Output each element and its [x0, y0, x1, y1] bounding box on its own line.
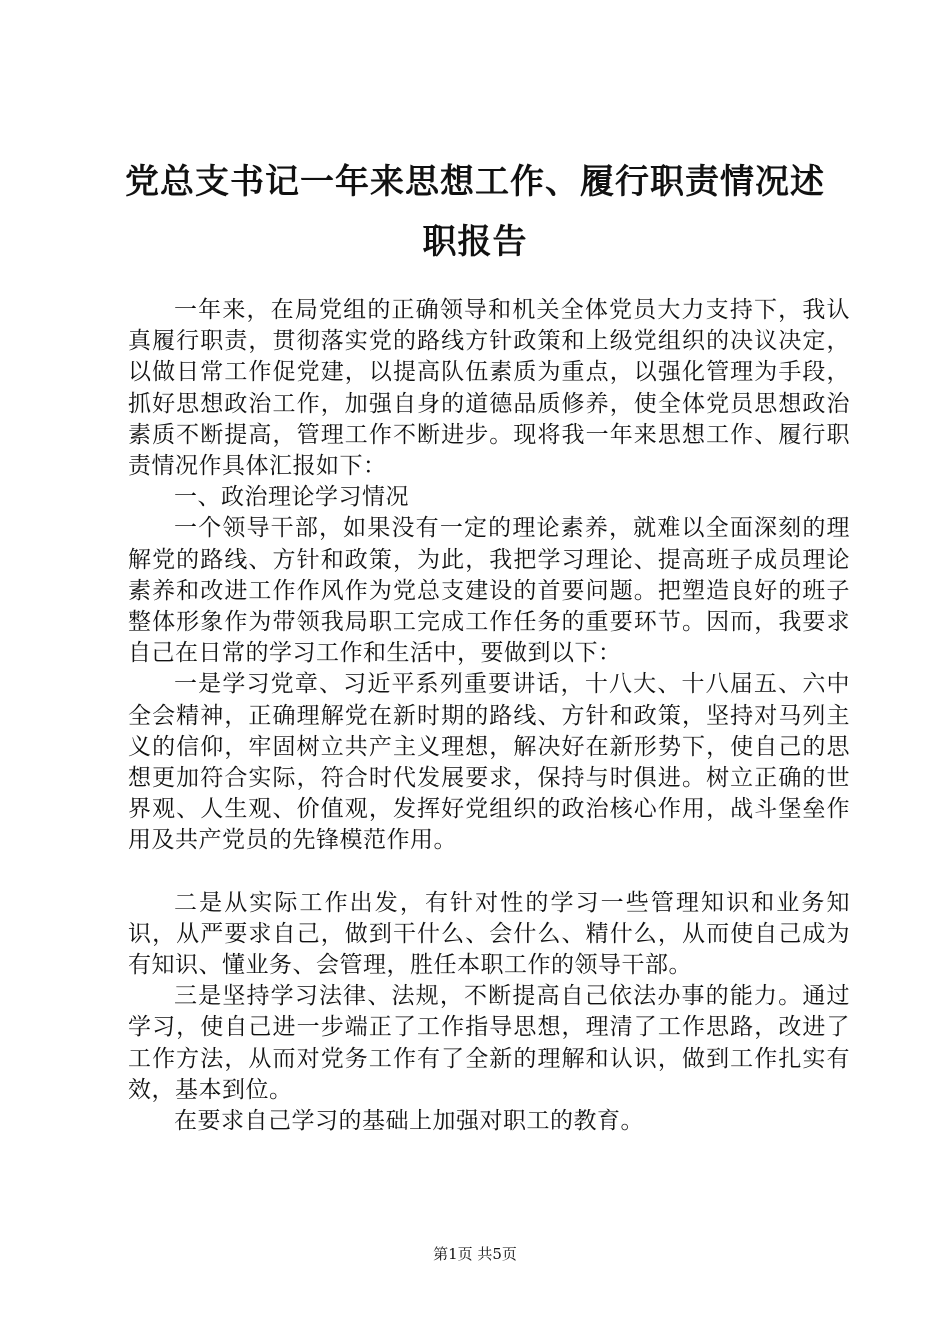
document-title-line-2: 职报告 [422, 222, 528, 262]
document-title-line-1: 党总支书记一年来思想工作、履行职责情况述 [125, 162, 825, 202]
paragraph-intro: 一年来，在局党组的正确领导和机关全体党员大力支持下，我认真履行职责，贯彻落实党的路线方针政策和上级党组织的决议决定，以做日常工作促党建，以提高队伍素质为重点，以强化管理为手段，抓好思想政治工作，加强自身的道德品质修养，使全体党员思想政治素质不断提高，管理工作不断进步。现将我一年来思想工作、履行职责情况作具体汇报如下： [128, 297, 850, 480]
paragraph-theory: 一个领导干部，如果没有一定的理论素养，就难以全面深刻的理解党的路线、方针和政策，为此，我把学习理论、提高班子成员理论素养和改进工作作风作为党总支建设的首要问题。把塑造良好的班子整体形象作为带领我局职工完成工作任务的重要环节。因而，我要求自己在日常的学习工作和生活中，要做到以下： [128, 515, 850, 667]
paragraph-point-one: 一是学习党章、习近平系列重要讲话，十八大、十八届五、六中全会精神，正确理解党在新时期的路线、方针和政策，坚持对马列主义的信仰，牢固树立共产主义理想，解决好在新形势下，使自己的思想更加符合实际，符合时代发展要求，保持与时俱进。树立正确的世界观、人生观、价值观，发挥好党组织的政治核心作用，战斗堡垒作用及共产党员的先锋模范作用。 [128, 671, 850, 854]
paragraph-staff-education: 在要求自己学习的基础上加强对职工的教育。 [174, 1108, 644, 1135]
document-body [128, 295, 850, 1137]
page-number-footer: 第1页 共5页 [433, 1245, 517, 1263]
paragraph-point-three: 三是坚持学习法律、法规，不断提高自己依法办事的能力。通过学习，使自己进一步端正了工作指导思想，理清了工作思路，改进了工作方法，从而对党务工作有了全新的理解和认识，做到工作扎实有效，基本到位。 [128, 983, 850, 1103]
paragraph-point-two: 二是从实际工作出发，有针对性的学习一些管理知识和业务知识，从严要求自己，做到干什么、会什么、精什么，从而使自己成为有知识、懂业务、会管理，胜任本职工作的领导干部。 [128, 889, 850, 979]
section-heading-political-study: 一、政治理论学习情况 [174, 484, 409, 511]
